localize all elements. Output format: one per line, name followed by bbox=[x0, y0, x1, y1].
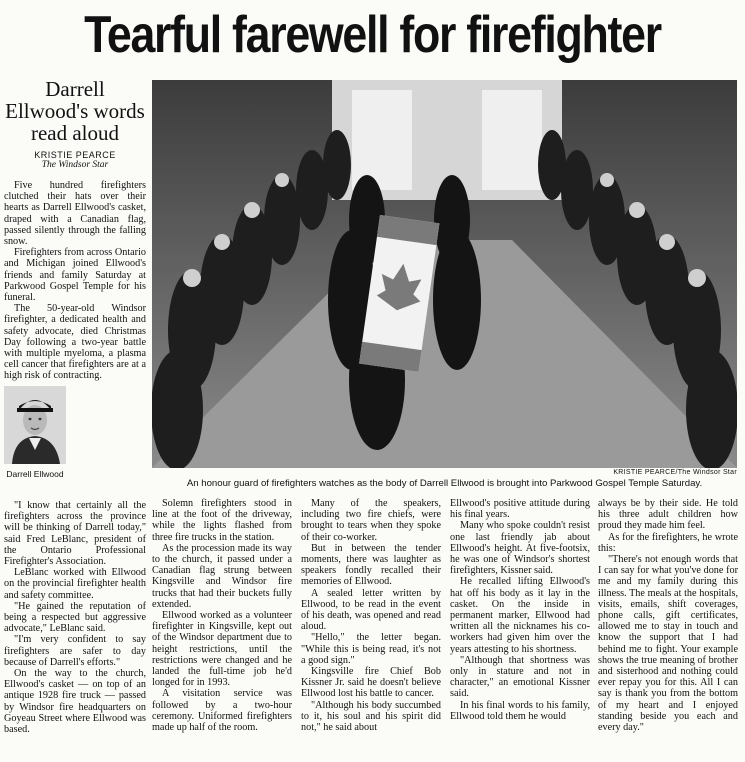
paragraph: Kingsville fire Chief Bob Kissner Jr. said he doesn't believe Ellwood lost his battle to cancer. bbox=[301, 666, 441, 700]
paragraph: "He gained the reputation of being a respected but aggressive advocate," LeBlanc said. bbox=[4, 600, 146, 635]
column-1-bottom bbox=[4, 500, 146, 735]
headline: Tearful farewell for firefighter bbox=[84, 6, 661, 64]
left-column bbox=[4, 78, 146, 478]
paragraph: always be by their side. He told his three adult children how proud they made him feel. bbox=[598, 498, 738, 532]
byline: KRISTIE PEARCE bbox=[34, 150, 116, 160]
column-4 bbox=[450, 498, 590, 722]
funeral-photo bbox=[152, 80, 737, 468]
paragraph: "Although that shortness was only in stature and not in character," an emotional Kissner said. bbox=[450, 654, 590, 700]
column-2 bbox=[152, 498, 292, 733]
paragraph: Many of the speakers, including two fire chiefs, were brought to tears when they spoke of their co-worker. bbox=[301, 498, 441, 543]
paragraph: Many who spoke couldn't resist one last friendly jab about Ellwood's height. At five-footsix, he was one of Windsor's shortest firefighters, Kissner said. bbox=[450, 520, 590, 577]
paragraph: Ellwood worked as a volunteer firefighter in Kingsville, kept out of the Windsor department due to height restrictions, until the restrictions were changed and he landed the full-time job he'd longed for in 1993. bbox=[152, 610, 292, 689]
paragraph: Solemn firefighters stood in line at the foot of the driveway, while the lights flashed from three fire trucks in the station. bbox=[152, 498, 292, 543]
column-1-top bbox=[4, 180, 146, 382]
paragraph: The 50-year-old Windsor firefighter, a dedicated health and safety advocate, died Christmas Day following a two-year battle with multiple myeloma, a plasma cell cancer that firefighters are at a high risk of contracting. bbox=[4, 303, 146, 382]
affiliation: The Windsor Star bbox=[41, 160, 109, 170]
paragraph: Five hundred firefighters clutched their hats over their hearts as Darrell Ellwood's casket, draped with a Canadian flag, passed silently through the falling snow. bbox=[4, 180, 146, 248]
paragraph: Ellwood's positive attitude during his final years. bbox=[450, 498, 590, 521]
paragraph: But in between the tender moments, there was laughter as speakers fondly recalled their memories of Ellwood. bbox=[301, 542, 441, 588]
paragraph: A visitation service was followed by a two-hour ceremony. Uniformed firefighters made up half of the room. bbox=[152, 688, 292, 734]
paragraph: "Hello," the letter began. "While this is being read, it's not a good sign." bbox=[301, 632, 441, 666]
paragraph: LeBlanc worked with Ellwood on the provincial firefighter health and safety committee. bbox=[4, 567, 146, 601]
paragraph: A sealed letter written by Ellwood, to be read in the event of his death, was opened and read aloud. bbox=[301, 587, 441, 633]
paragraph: As the procession made its way to the church, it passed under a Canadian flag strung between Kingsville and Windsor fire trucks that had their buckets fully extended. bbox=[152, 542, 292, 610]
subheadline: Darrell Ellwood's words read aloud bbox=[5, 77, 145, 145]
photo-caption: An honour guard of firefighters watches as the body of Darrell Ellwood is brought into Parkwood Gospel Temple Saturday. bbox=[186, 478, 703, 489]
paragraph: "Although his body succumbed to it, his soul and his spirit did not," he said about bbox=[301, 699, 441, 734]
photo-credit: KRISTIE PEARCE/The Windsor Star bbox=[613, 469, 737, 476]
column-5 bbox=[598, 498, 738, 733]
column-3 bbox=[301, 498, 441, 733]
paragraph: He recalled lifting Ellwood's hat off his body as it lay in the casket. On the inside in permanent marker, Ellwood had written all the nicknames his co-workers had given him over the years attesting to his shortness. bbox=[450, 576, 590, 655]
mugshot-photo bbox=[4, 386, 66, 476]
paragraph: As for the firefighters, he wrote this: bbox=[598, 531, 738, 554]
paragraph: In his final words to his family, Ellwood told them he would bbox=[450, 699, 590, 722]
paragraph: "I know that certainly all the firefighters across the province will be thinking of Darrell today," said Fred LeBlanc, president of the Ontario Professional Firefighter's Association. bbox=[4, 500, 146, 568]
paragraph: On the way to the church, Ellwood's casket — on top of an antique 1928 fire truck — passed by Windsor fire headquarters on Goyeau Street where Ellwood was based. bbox=[4, 668, 146, 736]
paragraph: "I'm very confident to say firefighters are safer to day because of Darrell's efforts." bbox=[4, 634, 146, 668]
paragraph: "There's not enough words that I can say for what you've done for me and my family during this illness. The meals at the hospitals, visits, emails, shift coverages, phone calls, gift certificates, allowed me to stay in touch and know the support that I had behind me to fight. Your example shows the true meaning of brother and sisterhood and nothing could ever repay you for this. All I can say is thank you from the bottom of my heart and I enjoyed standing beside you each and every day." bbox=[598, 554, 738, 734]
mugshot-caption: Darrell Ellwood bbox=[6, 468, 64, 478]
paragraph: Firefighters from across Ontario and Michigan joined Ellwood's friends and family Saturday at Parkwood Gospel Temple for his funeral. bbox=[4, 247, 146, 304]
